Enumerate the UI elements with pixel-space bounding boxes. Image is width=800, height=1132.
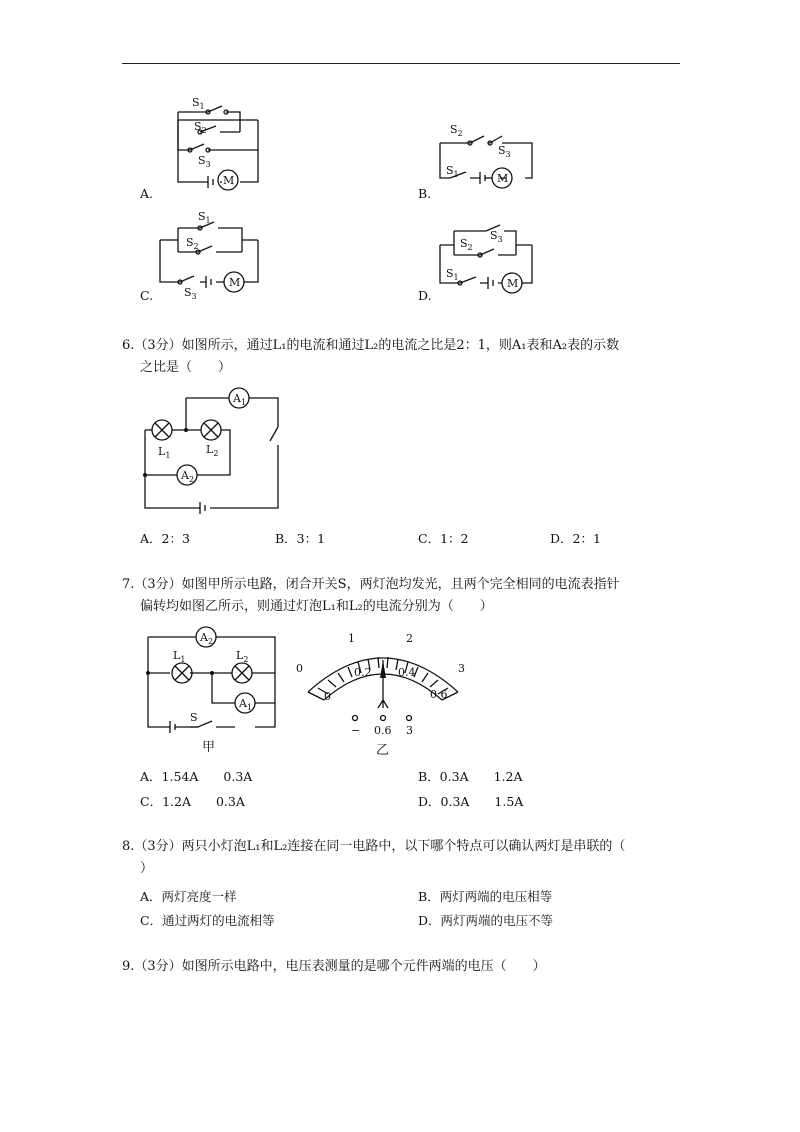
q7-option-d: D．0.3A 1.5A: [418, 794, 524, 809]
svg-text:S3: $S_3$: [198, 154, 211, 169]
q7-stem-line2: 偏转均如图乙所示，则通过灯泡L₁和L₂的电流分别为（ ）: [140, 599, 493, 614]
svg-text:3: 3: [406, 724, 413, 737]
svg-text:A1: $A_1$: [233, 392, 247, 407]
svg-text:S1: $S_1$: [446, 164, 459, 179]
q6-stem-line1: 6.（3分）如图所示，通过L₁的电流和通过L₂的电流之比是2：1，则A₁表和A₂表的示数: [122, 338, 620, 353]
svg-text:1: 1: [348, 632, 355, 645]
q8-option-d: D．两灯两端的电压不等: [418, 913, 554, 928]
q5-option-a-label: A.: [140, 186, 154, 201]
svg-text:L2: $L_2$: [236, 649, 249, 664]
q6-stem-line2: 之比是（ ）: [140, 360, 232, 375]
svg-text:S1: $S_1$: [198, 210, 211, 225]
svg-text:A2: $A_2$: [181, 469, 195, 484]
svg-text:2: 2: [406, 632, 413, 645]
q6-option-c: C．1：2: [418, 531, 469, 546]
svg-text:S2: $S_2$: [186, 236, 199, 251]
svg-text:0.6: 0.6: [430, 688, 448, 701]
q8-option-b: B．两灯两端的电压相等: [418, 889, 553, 904]
q7-option-a: A．1.54A 0.3A: [140, 769, 253, 784]
svg-text:M: M: [223, 174, 235, 187]
svg-text:甲: 甲: [202, 740, 216, 755]
svg-text:A1: $A_1$: [239, 697, 253, 712]
q7-option-b: B．0.3A 1.2A: [418, 769, 523, 784]
svg-text:S3: $S_3$: [490, 229, 503, 244]
q8-option-c: C．通过两灯的电流相等: [140, 913, 275, 928]
svg-text:L1: $L_1$: [158, 445, 171, 460]
q7-circuit-jia: [140, 625, 290, 760]
q8-stem-line2: ）: [140, 861, 154, 876]
svg-text:L2: $L_2$: [206, 443, 219, 458]
svg-text:M: M: [507, 277, 519, 290]
svg-text:S3: $S_3$: [498, 144, 511, 159]
q7-ammeter-yi: [290, 630, 480, 760]
svg-text:M: M: [497, 172, 509, 185]
svg-text:0.6: 0.6: [374, 724, 392, 737]
svg-text:−: −: [351, 724, 361, 737]
circuit-option-d: [440, 215, 550, 295]
svg-text:乙: 乙: [376, 743, 390, 758]
svg-text:S: S: [190, 711, 198, 724]
q7-option-c: C．1.2A 0.3A: [140, 794, 245, 809]
q6-option-b: B．3：1: [275, 531, 326, 546]
q8-stem-line1: 8.（3分）两只小灯泡L₁和L₂连接在同一电路中，以下哪个特点可以确认两灯是串联的（: [122, 839, 626, 854]
svg-text:0.2: 0.2: [354, 666, 372, 679]
q5-option-d-label: D.: [418, 288, 432, 303]
svg-text:S1: $S_1$: [446, 267, 459, 282]
svg-text:0.4: 0.4: [398, 666, 416, 679]
svg-text:3: 3: [458, 662, 465, 675]
q8-option-a: A．两灯亮度一样: [140, 889, 237, 904]
q7-stem-line1: 7.（3分）如图甲所示电路，闭合开关S，两灯泡均发光，且两个完全相同的电流表指针: [122, 577, 620, 592]
circuit-option-c: [160, 210, 270, 301]
q6-option-d: D．2：1: [550, 531, 601, 546]
header-rule: [122, 63, 680, 64]
circuit-option-b: [440, 118, 540, 193]
svg-text:S2: $S_2$: [460, 237, 473, 252]
svg-text:A2: $A_2$: [200, 631, 214, 646]
circuit-option-a: [160, 92, 270, 192]
svg-text:S1: $S_1$: [192, 96, 205, 111]
svg-text:S2: $S_2$: [450, 123, 463, 138]
svg-text:S3: $S_3$: [184, 286, 197, 301]
svg-text:S2: $S_2$: [194, 120, 207, 135]
q6-circuit: [140, 385, 290, 515]
svg-text:0: 0: [296, 662, 303, 675]
q5-option-b-label: B.: [418, 186, 432, 201]
q5-option-c-label: C.: [140, 288, 154, 303]
q6-option-a: A．2：3: [140, 531, 190, 546]
svg-text:M: M: [229, 276, 241, 289]
svg-text:0: 0: [324, 690, 331, 703]
svg-text:L1: $L_1$: [173, 649, 186, 664]
q9-stem-line1: 9.（3分）如图所示电路中，电压表测量的是哪个元件两端的电压（ ）: [122, 959, 546, 974]
